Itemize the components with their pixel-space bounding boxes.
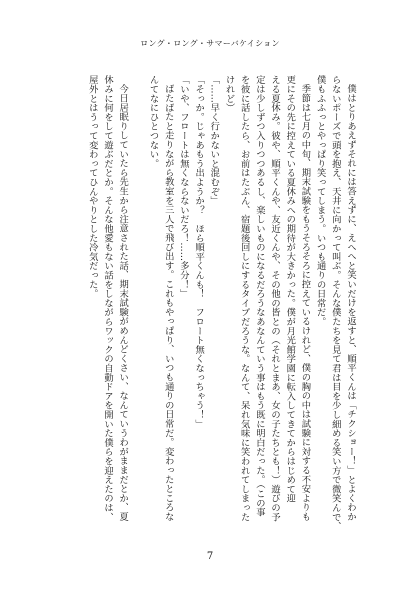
text-line: を彼に話したら、お前はたぶん、宿題後回しにするタイプだろうな。なんて、呆れ気味に笑われてしまった: [238, 75, 250, 522]
text-line: える夏休み。彼や、順平くんや、友近くんや、その他の皆との（それとまあ、女の子たちとも！）遊びの予: [269, 75, 281, 522]
text-line: 休みに何をして遊ぶだとか。そんな他愛もない話をしながらワックの自動ドアを開いた僕らを迎えたのは、: [102, 75, 113, 522]
text-line: 今日居眠りしていたら先生から注意された話、期末試験がめんどくさい、なんていうわがままだとか、夏: [117, 84, 129, 522]
text-line: 季節は七月の中旬、期末試験をもうそろそろに控えているけれど、僕の胸の中は試験に対する不安よりも: [299, 84, 311, 522]
text-line: んてなにひとつない。: [147, 75, 159, 168]
running-header-title: ロング・ロング・サマーバケイション: [140, 39, 280, 48]
text-line: 僕はとりあえずそれには答えずに、えへへと笑いだけを返すと、順平くんは「チクショー！」とよくわか: [345, 84, 356, 522]
text-line: 屋外とはうって変わってひんやりとした冷気だった。: [86, 75, 98, 299]
text-line: ばたばたと走りながら教室を三人で飛び出す。これもやっぱり、いつも通りの日常だ。変わったところな: [162, 84, 174, 522]
text-line: らないポーズで頭を抱え、天井に向かって叫ぶ。そんな僕たちを見て君は目を少し細める笑い方で微笑んで、: [329, 75, 341, 531]
dialogue-line: 「……早く行かないと混むぞ」: [208, 75, 220, 206]
vertical-text-body: [85, 75, 358, 531]
text-line: けれど）: [223, 75, 235, 113]
scene-break-blank-line: [130, 75, 145, 531]
dialogue-line: 「いや、フロートは無くならないだろ！……多分！」: [177, 75, 189, 299]
text-line: 更にその先に控えている夏休みへの期待が大きかった。僕が月光館学園に転入してきてからはじめて迎: [284, 75, 296, 503]
page-number: 7: [206, 551, 214, 562]
text-line: 僕もふふっとやっぱり笑ってしまう。いつも通りの日常だ。: [314, 75, 326, 327]
text-line: 定は少しずつ入りつつあるし、楽しいものになるだろうなあなんていう事はもう既に明白だった。（この事: [253, 75, 265, 517]
dialogue-line: 「そっか。じゃあもう出ようか？ ほら順平くんも！ フロート無くなっちゃう！」: [193, 75, 205, 429]
